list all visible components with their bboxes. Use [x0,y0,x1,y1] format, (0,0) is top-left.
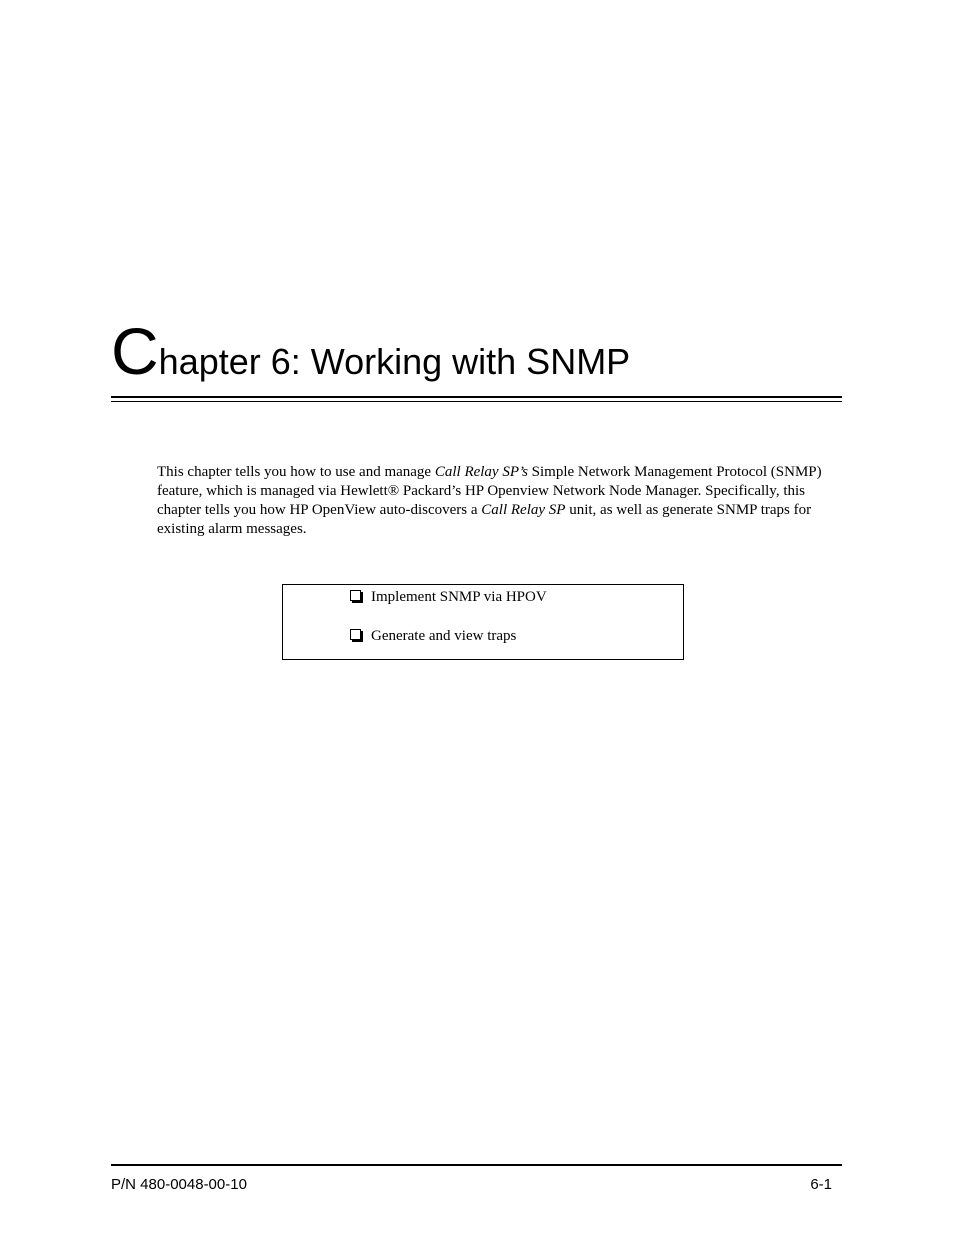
checkbox-icon [350,590,361,601]
intro-product-possessive: Call Relay SP’s [434,464,528,480]
intro-text-3: unit, as well as generate SNMP traps for existing alarm messages. [157,502,812,537]
chapter-title-initial: C [111,314,159,388]
topic-item [350,588,547,606]
footer-page-number: 6-1 [810,1176,832,1193]
topic-label: Generate and view traps [371,628,517,644]
intro-paragraph [157,463,845,539]
intro-text-1: This chapter tells you how to use and manage [157,464,435,480]
footer-rule [111,1164,842,1166]
topics-box [282,584,684,660]
title-rule-thick [111,396,842,398]
topic-item [350,627,516,645]
intro-product: Call Relay SP [481,502,566,518]
chapter-title [111,314,631,388]
topic-label: Implement SNMP via HPOV [371,589,547,605]
title-rule-thin [111,401,842,402]
chapter-title-text: hapter 6: Working with SNMP [158,341,631,382]
checkbox-icon [350,629,361,640]
intro-text-2: Simple Network Management Protocol (SNMP) feature, which is managed via Hewlett® Packard’s HP Openview Network Node Manager. Specifically, this chapter tells you how HP OpenView auto-discovers a [157,464,822,518]
footer-part-number: P/N 480-0048-00-10 [111,1176,247,1193]
